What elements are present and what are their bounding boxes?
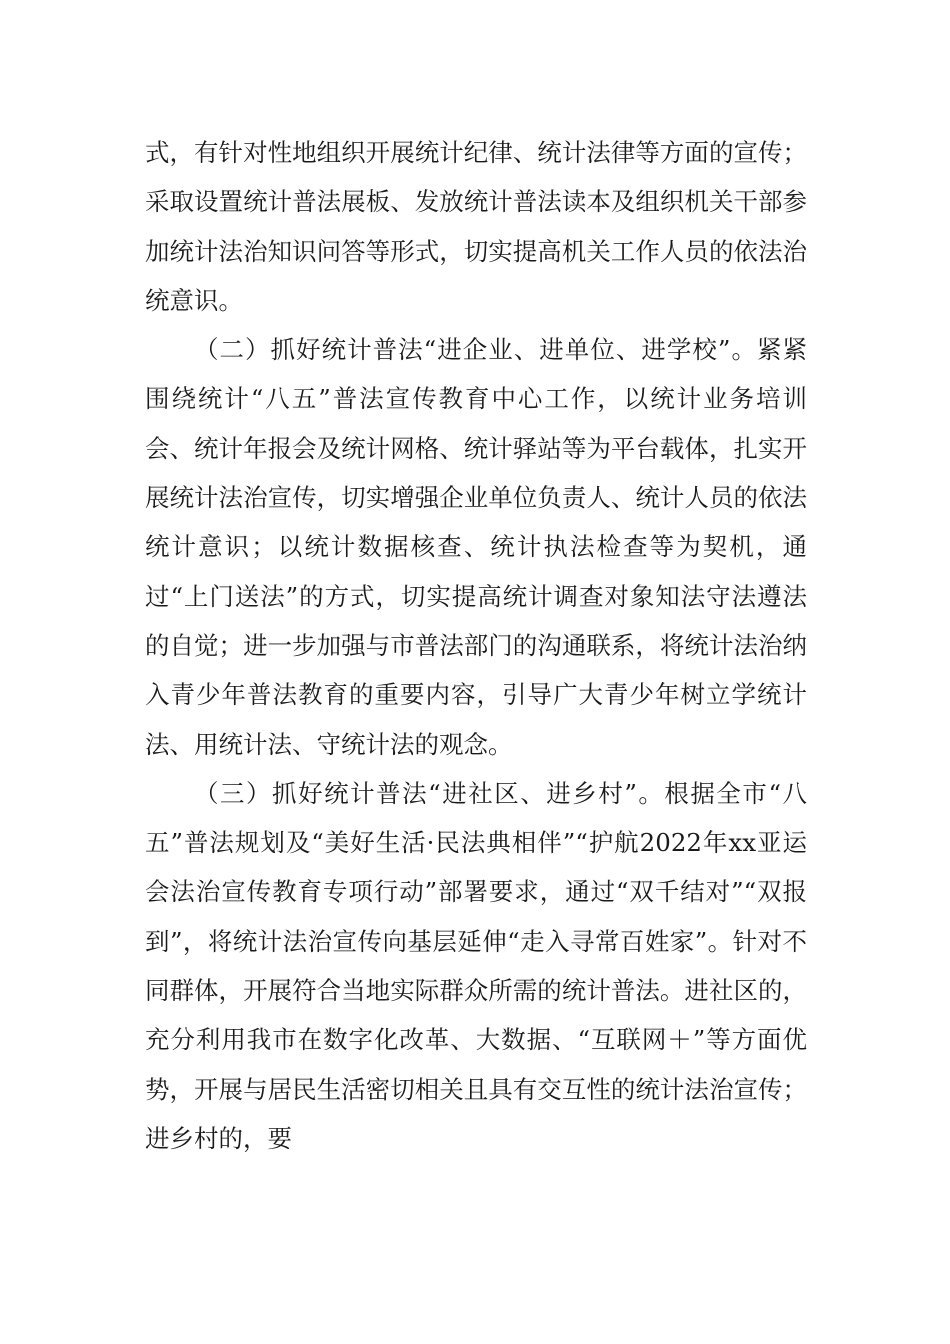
- paragraph-section-two: （二）抓好统计普法“进企业、进单位、进学校”。紧紧围绕统计“八五”普法宣传教育中心工作，以统计业务培训会、统计年报会及统计网格、统计驿站等为平台载体，扎实开展统计法治宣传，切实增强企业单位负责人、统计人员的依法统计意识；以统计数据核查、统计执法检查等为契机，通过“上门送法”的方式，切实提高统计调查对象知法守法遵法的自觉；进一步加强与市普法部门的沟通联系，将统计法治纳入青少年普法教育的重要内容，引导广大青少年树立学统计法、用统计法、守统计法的观念。: [145, 335, 807, 759]
- paragraph-continuation: 式，有针对性地组织开展统计纪律、统计法律等方面的宣传；采取设置统计普法展板、发放统计普法读本及组织机关干部参加统计法治知识问答等形式，切实提高机关工作人员的依法治统意识。: [145, 138, 807, 315]
- paragraph-section-three: （三）抓好统计普法“进社区、进乡村”。根据全市“八五”普法规划及“美好生活·民法典相伴”“护航2022年xx亚运会法治宣传教育专项行动”部署要求，通过“双千结对”“双报到”，将统计法治宣传向基层延伸“走入寻常百姓家”。针对不同群体，开展符合当地实际群众所需的统计普法。进社区的，充分利用我市在数字化改革、大数据、“互联网＋”等方面优势，开展与居民生活密切相关且具有交互性的统计法治宣传；进乡村的，要: [145, 778, 807, 1153]
- body-text: [145, 128, 807, 1163]
